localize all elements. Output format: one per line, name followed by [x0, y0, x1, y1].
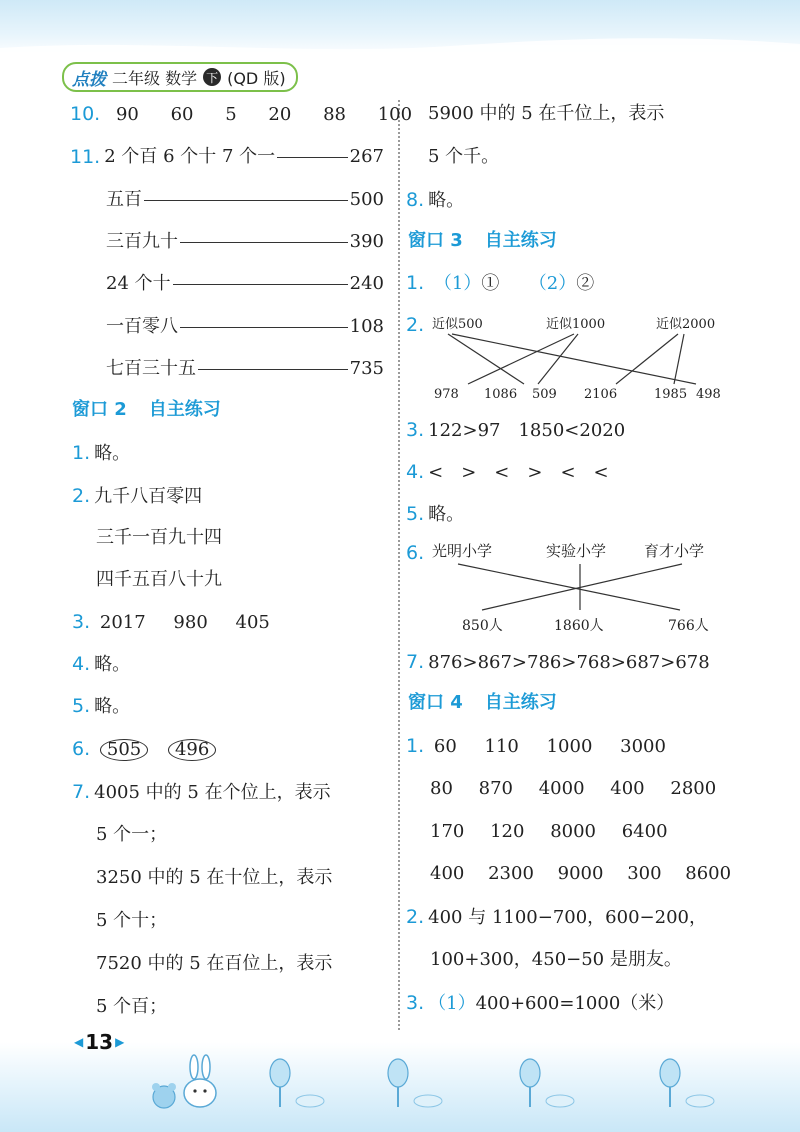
section-heading-window-2: 窗口 2 自主练习 [72, 399, 221, 420]
volume-badge: 下 [203, 68, 221, 86]
s2-question-5: 5. 略。 [72, 695, 131, 717]
footer-illustration [140, 1045, 740, 1115]
s2-question-6: 6. 505 496 [72, 737, 216, 762]
student-count: 766人 [668, 618, 709, 634]
s2-question-2-line-2: 三千一百九十四 [96, 527, 222, 548]
school-name: 实验小学 [546, 542, 607, 560]
question-8: 8. 略。 [406, 189, 465, 211]
question-10: 10. 90 60 5 20 88 100 [70, 103, 413, 125]
top-wave-decoration [0, 30, 800, 60]
bear-icon [152, 1083, 176, 1108]
s3-question-3: 3. 122>97 1850<2020 [406, 419, 626, 441]
tree-icon [660, 1059, 714, 1107]
s2-question-7-line-2: 5 个一； [96, 824, 168, 845]
bottom-number: 2106 [584, 387, 618, 402]
s4-question-1-row-1: 1. 60 110 1000 3000 [406, 735, 666, 757]
section-heading-window-4: 窗口 4 自主练习 [408, 692, 557, 713]
answer-value: 20 [268, 104, 292, 125]
student-count: 1860人 [554, 618, 604, 634]
match-lines [458, 564, 682, 610]
top-label-approx-500: 近似500 [432, 317, 483, 332]
student-count: 850人 [462, 618, 503, 634]
s3-question-2: 2. [406, 314, 425, 336]
bottom-number: 1985 [654, 387, 688, 402]
brand-logo: 点拨 [72, 69, 106, 90]
match-line [144, 200, 348, 201]
question-11-row-2: 五百 500 [106, 189, 384, 210]
top-label-approx-2000: 近似2000 [656, 317, 716, 332]
school-name: 光明小学 [432, 542, 493, 560]
s2-question-7-line-4: 5 个十； [96, 910, 168, 931]
match-line [180, 327, 348, 328]
circled-answer: 505 [100, 739, 148, 761]
s2-question-7-line-5: 7520 中的 5 在百位上，表示 [96, 953, 333, 974]
s4-question-1-row-3: 170 120 8000 6400 [430, 821, 668, 842]
triangle-left-icon: ◀ [74, 1035, 84, 1049]
bottom-number: 1086 [484, 387, 518, 402]
match-line [277, 157, 347, 158]
school-name: 育才小学 [644, 542, 705, 560]
s3-question-1: 1. （1）① （2）② [406, 272, 595, 294]
bottom-number: 498 [696, 387, 721, 402]
top-label-approx-1000: 近似1000 [546, 317, 606, 332]
s3-question-5: 5. 略。 [406, 503, 465, 525]
question-11-row-5: 一百零八 108 [106, 316, 384, 337]
s2-question-4: 4. 略。 [72, 653, 131, 675]
s2-question-7-continued-1: 5900 中的 5 在千位上，表示 [428, 103, 665, 124]
approximation-matching-diagram [428, 312, 728, 404]
bottom-number: 978 [434, 387, 459, 402]
s2-question-2-line-3: 四千五百八十九 [96, 569, 222, 590]
question-11-row-1: 11. 2 个百 6 个十 7 个一 267 [70, 146, 384, 168]
answer-value: 5 [225, 104, 237, 125]
answer-value: 100 [377, 104, 413, 125]
question-11-row-4: 24 个十 240 [106, 273, 384, 294]
match-line [180, 242, 348, 243]
page-header [62, 62, 298, 92]
s4-question-3: 3. （1）400+600=1000（米） [406, 992, 675, 1014]
match-line [173, 284, 348, 285]
question-11-row-6: 七百三十五 735 [106, 358, 384, 379]
s3-question-4: 4. < > < > < < [406, 461, 609, 483]
tree-icon [388, 1059, 442, 1107]
s3-question-6: 6. [406, 542, 425, 564]
answer-value: 90 [115, 104, 139, 125]
s4-question-1-row-4: 400 2300 9000 300 8600 [430, 863, 732, 884]
triangle-right-icon: ▶ [115, 1035, 125, 1049]
answer-value: 60 [170, 104, 194, 125]
tree-icon [270, 1059, 324, 1107]
header-subtitle: 二年级 数学 [112, 68, 198, 88]
circled-answer: 496 [168, 739, 216, 761]
school-students-matching-diagram [428, 538, 728, 634]
column-divider [398, 100, 400, 1030]
s2-question-7-continued-2: 5 个千。 [428, 146, 500, 167]
section-heading-window-3: 窗口 3 自主练习 [408, 230, 557, 251]
s3-question-7: 7. 876>867>786>768>687>678 [406, 651, 710, 673]
question-11-row-3: 三百九十 390 [106, 231, 384, 252]
match-lines [448, 334, 696, 384]
s2-question-1: 1. 略。 [72, 442, 131, 464]
bunny-icon [184, 1055, 216, 1107]
edition-label: (QD 版) [227, 68, 286, 88]
s2-question-7: 7. 4005 中的 5 在个位上，表示 [72, 781, 331, 803]
s2-question-2: 2. 九千八百零四 [72, 485, 203, 507]
s4-question-2: 2. 400 与 1100−700，600−200， [406, 906, 707, 928]
answer-value: 88 [323, 104, 346, 125]
s2-question-7-line-3: 3250 中的 5 在十位上，表示 [96, 867, 333, 888]
match-line [198, 369, 348, 370]
s2-question-7-line-6: 5 个百； [96, 996, 168, 1017]
s4-question-2-line-2: 100+300，450−50 是朋友。 [430, 949, 682, 970]
page-number: ◀ 13 ▶ [74, 1030, 125, 1054]
bottom-number: 509 [532, 387, 557, 402]
s4-question-1-row-2: 80 870 4000 400 2800 [430, 778, 717, 799]
tree-icon [520, 1059, 574, 1107]
s2-question-3: 3. 2017 980 405 [72, 611, 270, 633]
